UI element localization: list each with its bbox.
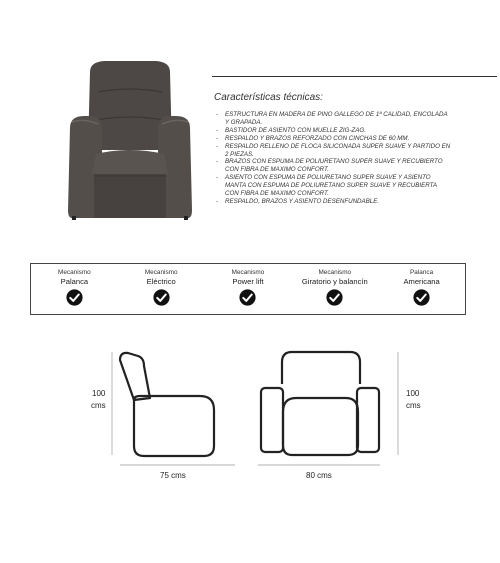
mechanism-name: Eléctrico [146,277,176,286]
front-height-unit: cms [406,401,421,410]
mechanism-name: Power lift [232,277,264,286]
spec-item: - ESTRUCTURA EN MADERA DE PINO GALLEGO DE 1ª CALIDAD, ENCOLADA Y GRAPADA. [216,111,452,127]
mechanism-name: Giratorio y balancín [301,277,368,286]
side-depth-label: 75 cms [160,471,186,480]
spec-item: - BRAZOS CON ESPUMA DE POLIURETANO SUPER SUAVE Y RECUBIERTO CON FIBRA DE MAXIMO CONFORT. [216,158,452,174]
side-height-value: 100 [92,389,106,398]
mechanism-caption: Mecanismo [144,269,178,276]
spec-item: - BASTIDOR DE ASIENTO CON MUELLE ZIG-ZAG. [216,127,452,135]
mechanism-name: Palanca [60,277,89,286]
mechanism-caption: Mecanismo [58,269,91,276]
front-view-drawing [261,352,379,455]
mechanism-caption: Palanca [410,269,434,276]
spec-item: - RESPALDO Y BRAZOS REFORZADO CON CINCHAS DE 60 MM. [216,135,452,143]
side-view-drawing [120,353,214,456]
specs-title: Características técnicas: [214,92,323,103]
spec-item: - ASIENTO CON ESPUMA DE POLIURETANO SUPER SUAVE Y ASIENTO MANTA CON ESPUMA DE POLIURETANO SUPER SUAVE Y RECUBIERTA CON FIBRA DE MAXIMO CONFORT. [216,174,452,198]
spec-item: - RESPALDO RELLENO DE FLOCA SILICONADA SUPER SUAVE Y PARTIDO EN 2 PIEZAS. [216,143,452,159]
mechanism-caption: Mecanismo [318,269,352,276]
mechanism-name: Americana [403,277,440,286]
front-width-label: 80 cms [306,471,332,480]
side-height-unit: cms [91,401,106,410]
spec-item: - RESPALDO, BRAZOS Y ASIENTO DESENFUNDABLE. [216,198,452,206]
front-height-value: 100 [406,389,420,398]
mechanism-caption: Mecanismo [231,269,265,276]
